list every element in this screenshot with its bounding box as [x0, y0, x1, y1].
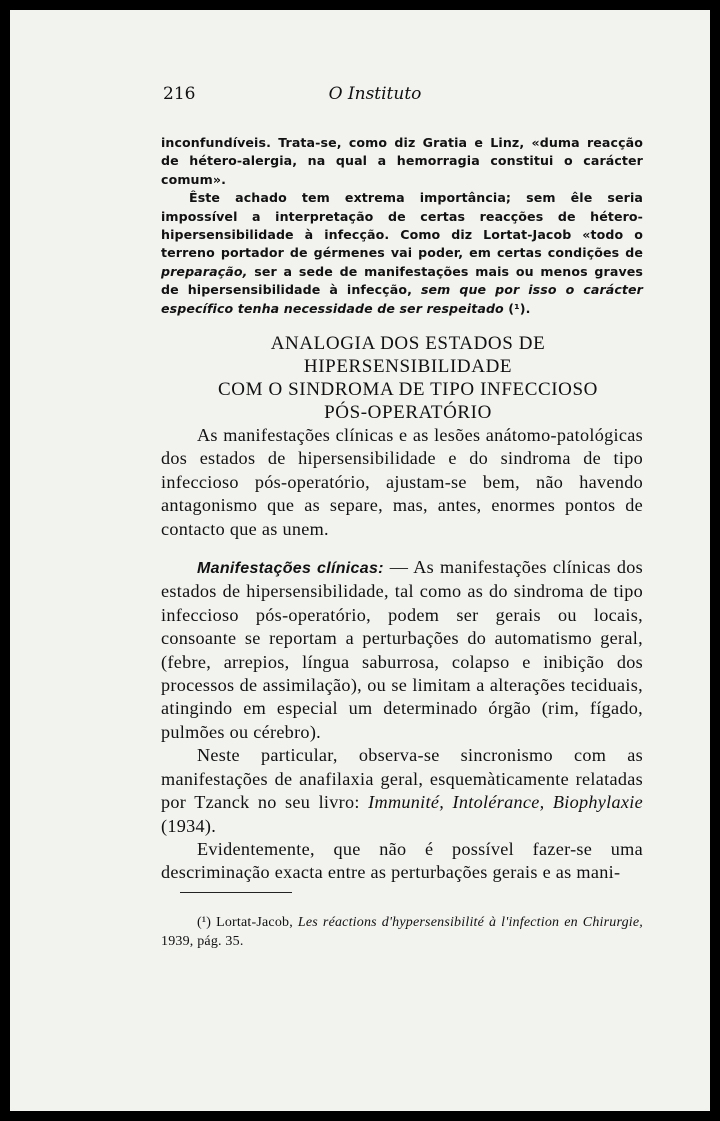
running-title: O Instituto: [328, 84, 422, 104]
body-paragraph-text: Neste particular, observa-se sincronismo com as manifestações de anafilaxia geral, esquemàticamente relatadas por Tzanck no seu livro:: [161, 745, 643, 813]
body-paragraph-text: — As manifestações clínicas dos estados de hipersensibilidade, tal como as do sindroma de tipo infeccioso pós-operatório, podem ser gerais ou locais, consoante se reportam a perturbações do automatismo geral, (febre, arrepios, língua saburrosa, colapso e inibição dos processos de assimilação), ou se limitam a alterações teciduais, atingindo em especial um determinado órgão (rim, fígado, pulmões ou cérebro).: [161, 557, 643, 742]
body-paragraph: [161, 556, 643, 744]
intro-paragraph-text: inconfundíveis. Trata-se, como diz Gratia e Linz, «duma reacção de hétero-alergia, na qual a hemorragia constitui o carácter comum».: [161, 135, 643, 187]
footnote-author: Lortat-Jacob,: [211, 915, 298, 930]
paragraph-lead: Manifestações clínicas:: [197, 560, 384, 578]
intro-paragraph: [161, 189, 643, 318]
footnote-title: Les réactions d'hypersensibilité à l'infection en Chirurgie,: [297, 915, 643, 930]
body-paragraph-text: (1934).: [161, 815, 217, 836]
book-title: Immunité, Intolérance, Biophylaxie: [368, 792, 643, 813]
intro-paragraph-text: (¹).: [503, 300, 531, 316]
footnote-marker: (¹): [197, 915, 212, 930]
section-heading: [161, 332, 649, 424]
intro-paragraph: [161, 134, 643, 189]
document-page: [10, 10, 710, 1111]
section-heading-line: COM O SINDROMA DE TIPO INFECCIOSO: [218, 379, 598, 400]
intro-text: [161, 134, 643, 318]
body-text: [161, 424, 643, 885]
footnote-divider: [180, 892, 292, 893]
body-paragraph: Evidentemente, que não é possível fazer-se uma descriminação exacta entre as perturbações gerais e as mani-: [161, 838, 643, 883]
page-header: [10, 84, 710, 108]
body-paragraph: [161, 744, 643, 838]
intro-paragraph-text: ser a sede de manifestações mais ou menos graves de hipersensibilidade à infecção,: [161, 263, 643, 298]
footnote: [161, 913, 643, 951]
emphasis-text: sem que por isso o carácter específico tenha necessidade de ser respeitado: [161, 282, 643, 316]
emphasis-text: preparação,: [161, 263, 248, 279]
section-heading-line: ANALOGIA DOS ESTADOS DE HIPERSENSIBILIDADE: [270, 333, 546, 377]
page-number: 216: [163, 84, 196, 104]
footnote-text: [161, 913, 643, 951]
intro-paragraph-text: Êste achado tem extrema importância; sem êle seria impossível a interpretação de certas reacções de hétero-hipersensibilidade à infecção. Como diz Lortat-Jacob «todo o terreno portador de gérmenes vai poder, em certas condições de: [161, 190, 643, 261]
body-paragraph: As manifestações clínicas e as lesões anátomo-patológicas dos estados de hipersensibilidade e do sindroma de tipo infeccioso pós-operatório, ajustam-se bem, não havendo antagonismo que as separe, mas, antes, enormes pontos de contacto que as unem.: [161, 425, 643, 539]
section-heading-line: PÓS-OPERATÓRIO: [324, 402, 492, 423]
footnote-rest: 1939, pág. 35.: [161, 934, 244, 949]
